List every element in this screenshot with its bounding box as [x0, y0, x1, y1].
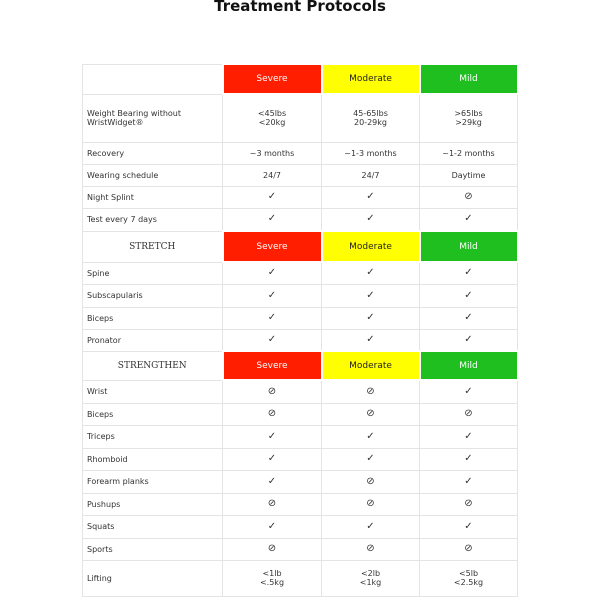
cell-severe [223, 538, 322, 560]
cell-mild [420, 284, 518, 307]
cell-severe [223, 307, 322, 329]
prohibited-icon: ⊘ [366, 498, 375, 509]
row-label: Triceps [83, 425, 223, 448]
row-label: Wrist [83, 380, 223, 403]
cell-severe [223, 380, 322, 403]
checkmark-icon: ✓ [366, 520, 375, 532]
cell-moderate [322, 538, 420, 560]
checkmark-icon: ✓ [366, 213, 375, 225]
row-label: Forearm planks [83, 470, 223, 493]
table-row [83, 425, 518, 448]
table-row [83, 164, 518, 186]
cell-moderate [322, 493, 420, 515]
cell-severe [223, 284, 322, 307]
cell-moderate [322, 380, 420, 403]
prohibited-icon: ⊘ [366, 475, 375, 487]
checkmark-icon: ✓ [267, 191, 277, 202]
checkmark-icon: ✓ [267, 453, 277, 464]
cell-severe [223, 470, 322, 493]
checkmark-icon: ✓ [267, 312, 277, 323]
cell-mild: ~1-2 months [420, 142, 518, 164]
cell-mild [420, 403, 518, 425]
row-label: Biceps [83, 307, 223, 329]
cell-mild [420, 208, 518, 231]
table-row [83, 380, 518, 403]
checkmark-icon: ✓ [267, 289, 277, 301]
cell-mild [420, 515, 518, 538]
checkmark-icon: ✓ [366, 333, 375, 345]
table-row [83, 403, 518, 425]
checkmark-icon: ✓ [366, 191, 375, 202]
row-label: Subscapularis [83, 284, 223, 307]
cell-moderate [322, 425, 420, 448]
cell-severe: <1lb <.5kg [223, 560, 322, 596]
cell-moderate: 24/7 [322, 164, 420, 186]
table-row [83, 493, 518, 515]
prohibited-icon: ⊘ [464, 498, 473, 509]
checkmark-icon: ✓ [464, 333, 473, 345]
prohibited-icon: ⊘ [267, 408, 277, 419]
row-label: Lifting [83, 560, 223, 596]
checkmark-icon: ✓ [464, 213, 473, 225]
checkmark-icon: ✓ [464, 453, 473, 464]
cell-mild [420, 538, 518, 560]
checkmark-icon: ✓ [366, 267, 375, 279]
cell-moderate [322, 403, 420, 425]
section-header-row [83, 64, 518, 94]
cell-severe [223, 493, 322, 515]
cell-moderate [322, 186, 420, 208]
prohibited-icon: ⊘ [464, 543, 473, 554]
cell-severe [223, 425, 322, 448]
cell-severe [223, 208, 322, 231]
row-label: Recovery [83, 142, 223, 164]
checkmark-icon: ✓ [464, 289, 473, 301]
table-row [83, 142, 518, 164]
cell-severe: 24/7 [223, 164, 322, 186]
cell-moderate: ~1-3 months [322, 142, 420, 164]
prohibited-icon: ⊘ [464, 408, 473, 419]
table-row [83, 560, 518, 596]
level-header-severe: Severe [223, 64, 322, 94]
checkmark-icon: ✓ [267, 267, 277, 279]
row-label: Test every 7 days [83, 208, 223, 231]
cell-mild: Daytime [420, 164, 518, 186]
row-label: Rhomboid [83, 448, 223, 470]
cell-moderate [322, 262, 420, 284]
table-row [83, 515, 518, 538]
table-row [83, 284, 518, 307]
cell-severe [223, 448, 322, 470]
level-header-moderate: Moderate [322, 64, 420, 94]
cell-severe [223, 515, 322, 538]
row-label: Pushups [83, 493, 223, 515]
checkmark-icon: ✓ [366, 453, 375, 464]
table-row [83, 262, 518, 284]
checkmark-icon: ✓ [464, 520, 473, 532]
cell-mild [420, 425, 518, 448]
row-label: Sports [83, 538, 223, 560]
checkmark-icon: ✓ [366, 430, 375, 442]
checkmark-icon: ✓ [464, 385, 473, 397]
row-label: Weight Bearing without WristWidget® [83, 94, 223, 142]
row-label: Squats [83, 515, 223, 538]
prohibited-icon: ⊘ [267, 543, 277, 554]
cell-severe [223, 329, 322, 351]
cell-mild [420, 493, 518, 515]
row-label: Biceps [83, 403, 223, 425]
prohibited-icon: ⊘ [366, 543, 375, 554]
row-label: Night Splint [83, 186, 223, 208]
prohibited-icon: ⊘ [464, 191, 473, 202]
cell-mild [420, 186, 518, 208]
cell-moderate: 45-65lbs 20-29kg [322, 94, 420, 142]
table-row [83, 186, 518, 208]
prohibited-icon: ⊘ [366, 408, 375, 419]
prohibited-icon: ⊘ [267, 385, 277, 397]
table-row [83, 307, 518, 329]
checkmark-icon: ✓ [267, 333, 277, 345]
table-row [83, 208, 518, 231]
cell-severe [223, 262, 322, 284]
cell-mild [420, 262, 518, 284]
cell-mild [420, 380, 518, 403]
cell-mild [420, 448, 518, 470]
checkmark-icon: ✓ [267, 213, 277, 225]
cell-severe: <45lbs <20kg [223, 94, 322, 142]
checkmark-icon: ✓ [366, 312, 375, 323]
cell-moderate [322, 208, 420, 231]
checkmark-icon: ✓ [464, 475, 473, 487]
level-header-mild: Mild [420, 64, 518, 94]
cell-moderate [322, 284, 420, 307]
checkmark-icon: ✓ [267, 430, 277, 442]
checkmark-icon: ✓ [464, 312, 473, 323]
checkmark-icon: ✓ [464, 267, 473, 279]
row-label: Wearing schedule [83, 164, 223, 186]
table-row [83, 538, 518, 560]
level-header-mild: Mild [420, 231, 518, 262]
checkmark-icon: ✓ [464, 430, 473, 442]
cell-severe [223, 403, 322, 425]
checkmark-icon: ✓ [267, 475, 277, 487]
cell-mild [420, 470, 518, 493]
page-title: Treatment Protocols [214, 0, 386, 15]
level-header-moderate: Moderate [322, 231, 420, 262]
prohibited-icon: ⊘ [267, 498, 277, 509]
level-header-mild: Mild [420, 351, 518, 380]
row-label: Pronator [83, 329, 223, 351]
cell-moderate [322, 448, 420, 470]
table-row [83, 94, 518, 142]
section-label: STRENGTHEN [83, 351, 223, 380]
section-label: STRETCH [83, 231, 223, 262]
prohibited-icon: ⊘ [366, 385, 375, 397]
cell-mild: >65lbs >29kg [420, 94, 518, 142]
checkmark-icon: ✓ [267, 520, 277, 532]
cell-mild [420, 307, 518, 329]
cell-mild: <5lb <2.5kg [420, 560, 518, 596]
cell-moderate [322, 470, 420, 493]
header-blank-cell [83, 64, 223, 94]
row-label: Spine [83, 262, 223, 284]
cell-moderate [322, 329, 420, 351]
checkmark-icon: ✓ [366, 289, 375, 301]
cell-moderate: <2lb <1kg [322, 560, 420, 596]
level-header-moderate: Moderate [322, 351, 420, 380]
cell-severe: ~3 months [223, 142, 322, 164]
cell-mild [420, 329, 518, 351]
cell-moderate [322, 515, 420, 538]
cell-moderate [322, 307, 420, 329]
level-header-severe: Severe [223, 231, 322, 262]
section-header-row [83, 351, 518, 380]
treatment-protocols-table [82, 63, 519, 597]
table-row [83, 448, 518, 470]
table-row [83, 329, 518, 351]
cell-severe [223, 186, 322, 208]
section-header-row [83, 231, 518, 262]
table-row [83, 470, 518, 493]
level-header-severe: Severe [223, 351, 322, 380]
